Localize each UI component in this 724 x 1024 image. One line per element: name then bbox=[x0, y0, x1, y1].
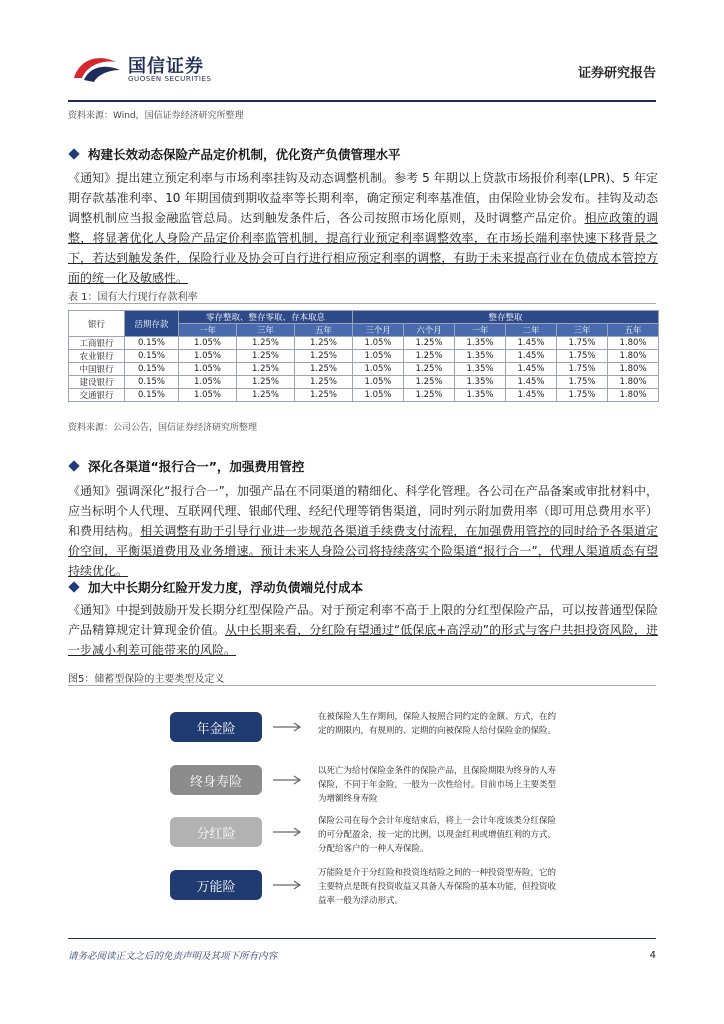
column-header-bank: 银行 bbox=[69, 311, 125, 337]
rate-cell: 1.45% bbox=[506, 350, 557, 363]
table-row bbox=[69, 337, 659, 350]
rate-cell: 1.25% bbox=[295, 337, 353, 350]
rate-cell: 1.05% bbox=[353, 337, 404, 350]
rate-cell: 0.15% bbox=[125, 350, 179, 363]
rate-cell: 1.75% bbox=[557, 337, 608, 350]
paragraph-text: 《通知》中提到鼓励开发长期分红型保险产品。对于预定利率不高于上限的分红型保险产品，可以按普通型保险产品精算规定计算现金价值。 bbox=[68, 603, 658, 637]
definition-text: 在被保险人生存期间，保险人按照合同约定的金额、方式，在约定的期限内，有规则的、定期的向被保险人给付保险金的保险。 bbox=[318, 712, 557, 736]
logo-text: 国信证券 bbox=[128, 56, 204, 77]
column-header: 二年 bbox=[506, 324, 557, 337]
paragraph bbox=[68, 481, 658, 581]
rate-cell: 1.05% bbox=[353, 376, 404, 389]
paragraph-emphasis: 从中长期来看，分红险有望通过“低保底+高浮动”的形式与客户共担投资风险，进一步减小利差可能带来的风险。 bbox=[68, 623, 658, 657]
rate-cell: 1.80% bbox=[608, 376, 659, 389]
rate-cell: 0.15% bbox=[125, 337, 179, 350]
paragraph bbox=[68, 600, 658, 660]
source-note: 资料来源：Wind，国信证券经济研究所整理 bbox=[68, 111, 244, 121]
table-caption: 表 1：国有大行现行存款利率 bbox=[68, 292, 198, 303]
rate-cell: 1.25% bbox=[237, 350, 295, 363]
diamond-bullet-icon bbox=[68, 148, 79, 159]
rate-cell: 1.25% bbox=[295, 350, 353, 363]
type-badge-participating: 分红险 bbox=[170, 817, 262, 847]
type-badge-universal: 万能险 bbox=[170, 870, 262, 900]
rate-cell: 1.25% bbox=[237, 337, 295, 350]
definition-text: 以死亡为给付保险金条件的保险产品，且保险期限为终身的人寿保险，不同于年金险，一般为一次性给付。目前市场上主要类型为增额终身寿险 bbox=[318, 766, 557, 804]
definition-text: 保险公司在每个会计年度结束后，将上一会计年度该类分红保险的可分配盈余，按一定的比例，以现金红利或增值红利的方式，分配给客户的一种人寿保险。 bbox=[318, 816, 557, 854]
bank-name-cell: 农业银行 bbox=[69, 350, 125, 363]
arrow-right-icon bbox=[272, 880, 302, 890]
footer-divider bbox=[68, 938, 656, 939]
column-header: 五年 bbox=[608, 324, 659, 337]
diamond-bullet-icon bbox=[68, 460, 79, 471]
deposit-rate-table bbox=[68, 310, 659, 402]
rate-cell: 1.45% bbox=[506, 363, 557, 376]
paragraph-emphasis: 相关调整有助于引导行业进一步规范各渠道手续费支付流程，在加强费用管控的同时给予各渠道定价空间，平衡渠道费用及业务增速。预计未来人身险公司将持续落实个险渠道“报行合一”，代理人渠道质态有望持续优化。 bbox=[68, 524, 658, 578]
column-group-header: 零存整取、整存零取、存本取息 bbox=[179, 311, 353, 324]
logo-english-text: GUOSEN SECURITIES bbox=[128, 75, 212, 83]
rate-cell: 1.75% bbox=[557, 389, 608, 402]
column-header: 一年 bbox=[179, 324, 237, 337]
paragraph bbox=[68, 168, 658, 288]
rate-cell: 1.25% bbox=[404, 376, 455, 389]
rate-cell: 1.25% bbox=[237, 389, 295, 402]
rate-cell: 1.35% bbox=[455, 350, 506, 363]
table-row bbox=[69, 376, 659, 389]
page-number: 4 bbox=[649, 950, 656, 961]
column-header: 一年 bbox=[455, 324, 506, 337]
type-badge-whole-life: 终身寿险 bbox=[170, 765, 262, 795]
diamond-bullet-icon bbox=[68, 581, 79, 592]
rate-cell: 1.45% bbox=[506, 376, 557, 389]
rate-cell: 1.25% bbox=[404, 389, 455, 402]
rate-cell: 1.25% bbox=[404, 337, 455, 350]
rate-cell: 1.25% bbox=[404, 350, 455, 363]
disclaimer-link[interactable]: 请务必阅读正文之后的免责声明及其项下所有内容 bbox=[68, 951, 278, 962]
rate-cell: 1.80% bbox=[608, 350, 659, 363]
rate-cell: 1.05% bbox=[353, 389, 404, 402]
rate-cell: 1.35% bbox=[455, 376, 506, 389]
caption-divider bbox=[68, 303, 656, 304]
rate-cell: 0.15% bbox=[125, 389, 179, 402]
rate-cell: 1.05% bbox=[179, 389, 237, 402]
section-title: 深化各渠道“报行合一”，加强费用管控 bbox=[88, 459, 305, 474]
rate-cell: 0.15% bbox=[125, 376, 179, 389]
table-body bbox=[69, 337, 659, 402]
column-group-header: 整存整取 bbox=[353, 311, 659, 324]
rate-cell: 1.35% bbox=[455, 389, 506, 402]
rate-cell: 1.35% bbox=[455, 363, 506, 376]
arrow-right-icon bbox=[272, 722, 302, 732]
rate-cell: 1.05% bbox=[353, 363, 404, 376]
rate-cell: 1.45% bbox=[506, 389, 557, 402]
column-header-demand: 活期存款 bbox=[125, 311, 179, 337]
rate-cell: 1.05% bbox=[353, 350, 404, 363]
arrow-right-icon bbox=[272, 775, 302, 785]
arrow-right-icon bbox=[272, 827, 302, 837]
rate-cell: 1.25% bbox=[295, 363, 353, 376]
rate-cell: 1.80% bbox=[608, 389, 659, 402]
rate-cell: 1.25% bbox=[237, 376, 295, 389]
section-title: 构建长效动态保险产品定价机制，优化资产负债管理水平 bbox=[88, 147, 401, 162]
type-badge-annuity: 年金险 bbox=[170, 712, 262, 742]
rate-cell: 1.25% bbox=[237, 363, 295, 376]
rate-cell: 1.75% bbox=[557, 376, 608, 389]
rate-cell: 1.75% bbox=[557, 350, 608, 363]
bank-name-cell: 交通银行 bbox=[69, 389, 125, 402]
table-row bbox=[69, 350, 659, 363]
rate-cell: 1.80% bbox=[608, 337, 659, 350]
rate-cell: 1.45% bbox=[506, 337, 557, 350]
rate-cell: 1.80% bbox=[608, 363, 659, 376]
section-heading bbox=[68, 457, 304, 475]
paragraph-emphasis: 相应政策的调整，将显著优化人身险产品定价利率监管机制，提高行业预定利率调整效率，在市场长端利率快速下移背景之下，若达到触发条件，保险行业及协会可自行进行相应预定利率的调整，有助于未来提高行业在负债成本管控方面的统一化及敏感性。 bbox=[68, 211, 658, 285]
rate-cell: 1.25% bbox=[404, 363, 455, 376]
section-heading bbox=[68, 578, 363, 596]
rate-cell: 0.15% bbox=[125, 363, 179, 376]
column-header: 三年 bbox=[557, 324, 608, 337]
rate-cell: 1.25% bbox=[295, 389, 353, 402]
section-title: 加大中长期分红险开发力度，浮动负债端兑付成本 bbox=[88, 580, 364, 595]
definition-text: 万能险是介于分红险和投资连结险之间的一种投资型寿险，它的主要特点是既有投资收益又具备人寿保险的基本功能，但投资收益率一般为浮动形式。 bbox=[318, 868, 557, 906]
rate-cell: 1.05% bbox=[179, 350, 237, 363]
source-note: 资料来源：公司公告，国信证券经济研究所整理 bbox=[68, 423, 258, 433]
column-header: 三个月 bbox=[353, 324, 404, 337]
rate-cell: 1.35% bbox=[455, 337, 506, 350]
paragraph-text: 《通知》提出建立预定利率与市场利率挂钩及动态调整机制。参考 5 年期以上贷款市场报价利率(LPR)、5 年定期存款基准利率、10 年期国债到期收益率等长期利率，确定预定利率基准值，由保险业协会发布。挂钩及动态调整机制应当报金融监管总局。达到触发条件后，各公司按照市场化原则，及时调整产品定价。 bbox=[68, 171, 658, 225]
guosen-logo-icon bbox=[70, 52, 124, 84]
column-header: 六个月 bbox=[404, 324, 455, 337]
bank-name-cell: 建设银行 bbox=[69, 376, 125, 389]
header-divider bbox=[68, 100, 656, 102]
rate-cell: 1.05% bbox=[179, 363, 237, 376]
caption-divider bbox=[68, 685, 656, 686]
rate-cell: 1.75% bbox=[557, 363, 608, 376]
rate-cell: 1.25% bbox=[295, 376, 353, 389]
column-header: 三年 bbox=[237, 324, 295, 337]
report-type-label: 证券研究报告 bbox=[577, 66, 656, 81]
column-header: 五年 bbox=[295, 324, 353, 337]
paragraph-text: 《通知》强调深化“报行合一”，加强产品在不同渠道的精细化、科学化管理。各公司在产品备案或审批材料中，应当标明个人代理、互联网代理、银邮代理、经纪代理等销售渠道，同时列示附加费用率（即可用总费用水平）和费用结构。 bbox=[68, 484, 658, 538]
rate-cell: 1.05% bbox=[179, 337, 237, 350]
figure-caption: 图5：储蓄型保险的主要类型及定义 bbox=[68, 674, 225, 685]
table-row bbox=[69, 363, 659, 376]
bank-name-cell: 工商银行 bbox=[69, 337, 125, 350]
table-row bbox=[69, 389, 659, 402]
section-heading bbox=[68, 145, 401, 163]
rate-cell: 1.05% bbox=[179, 376, 237, 389]
bank-name-cell: 中国银行 bbox=[69, 363, 125, 376]
